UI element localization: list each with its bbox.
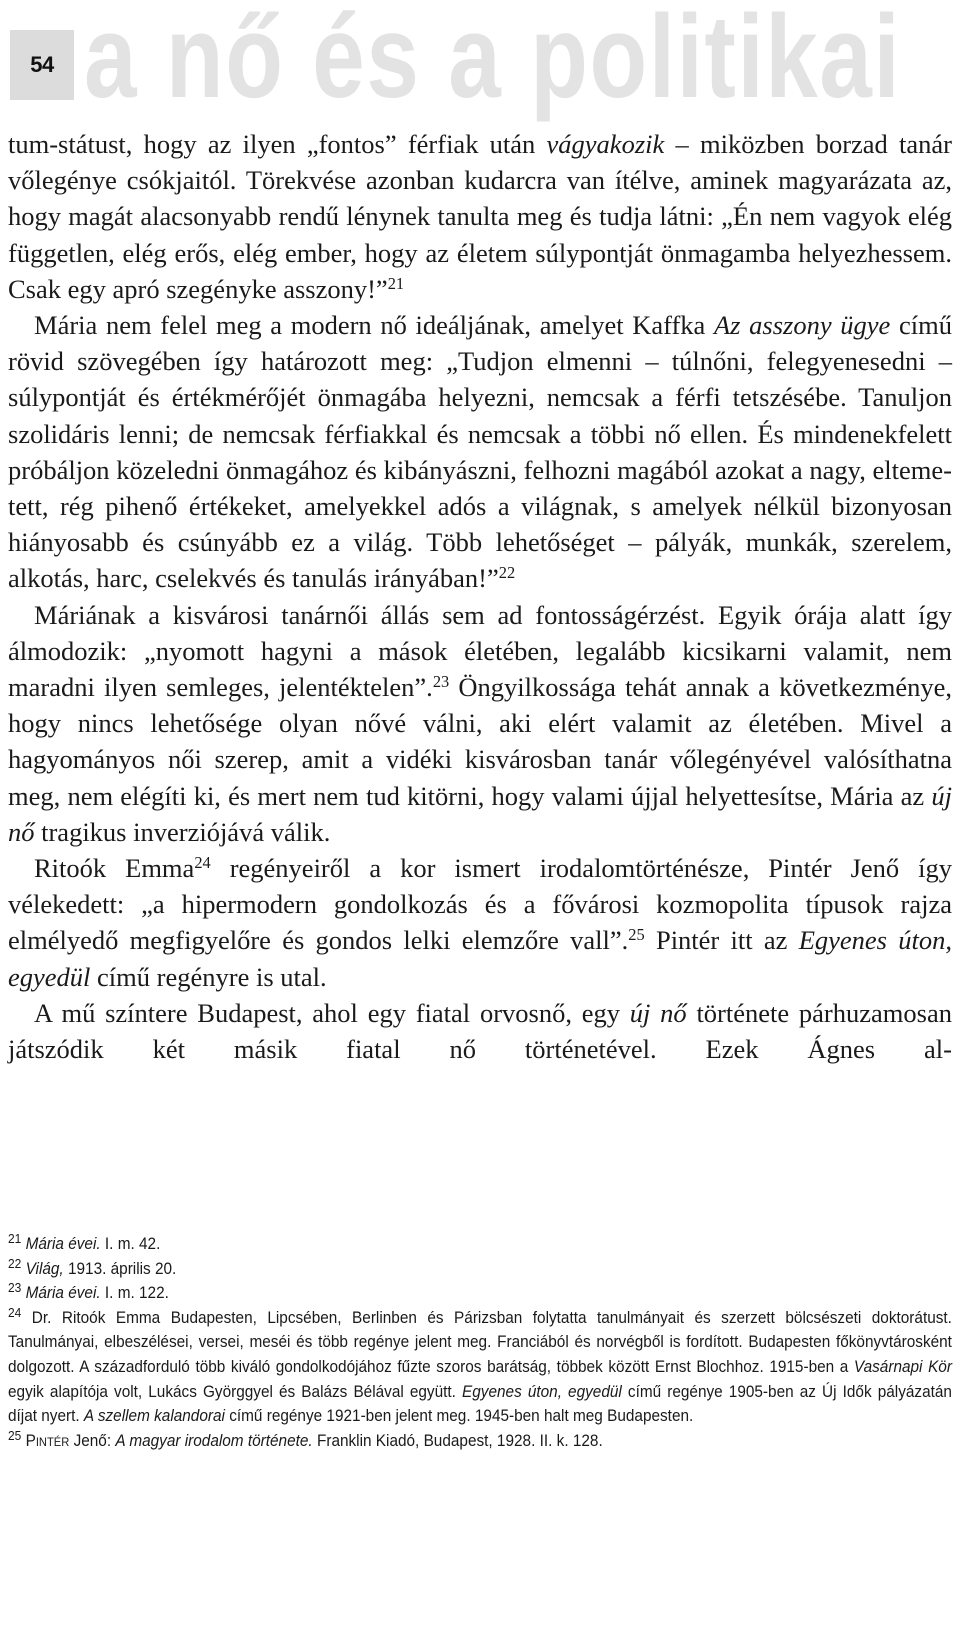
text-run: Franklin Kiadó, Budapest, 1928. II. k. 128. <box>312 1431 603 1450</box>
footnote-ref-21[interactable]: 21 <box>387 273 405 293</box>
text-run: Ritoók Emma <box>34 853 195 884</box>
italic-run: A szellem kalandorai <box>83 1407 225 1426</box>
page-number: 54 <box>10 30 74 100</box>
text-run: egyik alapítója volt, Lukács Györggyel és Balázs Bélával együtt. <box>8 1382 463 1401</box>
running-title: a nő és a politikai <box>84 0 902 123</box>
footnote-ref-25[interactable]: 25 <box>628 925 645 945</box>
footnote-22 <box>8 1257 952 1282</box>
page-header <box>0 0 960 123</box>
text-run: I. m. 122. <box>100 1284 169 1303</box>
text-run: című rövid szövegében így határozott meg: „Tudjon elmenni – túlnőni, felegyenesedni – súlypontját és értékmérőjét önmagába helyezni, nemcsak a férfi tetszésébe. Tanuljon szolidáris lenni; de nemcsak férfiakkal és nemcsak a többi nő ellen. És mindenekfelett próbáljon közeledni önmagához és kibányászni, felhozni magából azokat a nagy, eltemetett, rég pihenő értékeket, amelyekkel adós a világnak, s amelyek nélkül bizonyosan hiányosabb és csúnyább ez a világ. Több lehetőséget – pályák, munkák, szerelem, alkotás, harc, cselekvés és tanulás irányában!” <box>8 310 952 594</box>
text-run: Máriának a kisvárosi tanárnői állás sem ad fontosságérzést. Egyik órája alatt így álmodozik: „nyomott hagyni a mások életében, legalább kicsikarni valamit, nem maradni ilyen semleges, jelentéktelen”. <box>8 599 952 703</box>
body-text <box>8 126 952 1067</box>
footnote-ref-24[interactable]: 24 <box>194 853 211 873</box>
footnote-number: 22 <box>8 1255 22 1271</box>
italic-run: Az asszony ügye <box>714 310 891 341</box>
text-run: I. m. 42. <box>100 1235 161 1253</box>
footnote-23 <box>8 1281 952 1306</box>
paragraph-3 <box>8 597 952 850</box>
italic-run: Világ, <box>25 1259 64 1278</box>
italic-run: új nő <box>8 780 952 847</box>
footnotes <box>8 1232 952 1453</box>
footnote-number: 21 <box>8 1231 22 1247</box>
italic-run: Mária évei. <box>25 1284 101 1303</box>
text-run: Dr. Ritoók Emma Budapesten, Lipcsében, Berlinben és Párizsban folytatta tanulmányait és szerzett bölcsészeti doktorátust. Tanulmányai, elbeszélései, versei, meséi és több regénye jelent meg. Franciából és norvégből is fordított. Budapesten főkönyvtárosként dolgozott. A századforduló több kiváló gondolkodójához fűzte szoros barátság, többek között Ernst Blochhoz. 1915-ben a <box>8 1308 952 1376</box>
text-run: – miközben borzad tanár vőlegénye csókjaitól. Törekvése azonban kudarcra van ítélve, aminek magyarázata az, hogy magát alacsonyabb rendű lénynek tanulta meg és tudja látni: „Én nem vagyok elég független, elég erős, elég ember, hogy az életem súlypontját önmagamba helyezhessem. Csak egy apró szegényke asszony!” <box>8 129 952 304</box>
italic-run: Vasárnapi Kör <box>853 1357 952 1376</box>
text-run: című regénye 1921-ben jelent meg. 1945-ben halt meg Budapesten. <box>224 1407 694 1426</box>
italic-run: vágyakozik <box>546 129 665 159</box>
text-run: című regénye 1905-ben az Új Idők pályázatán díjat nyert. <box>8 1382 952 1426</box>
text-run: A mű színtere Budapest, ahol egy fiatal orvosnő, egy <box>34 997 630 1028</box>
footnote-ref-22[interactable]: 22 <box>498 563 516 583</box>
italic-run: új nő <box>629 997 687 1028</box>
text-run: Jenő: <box>69 1431 116 1450</box>
text-run: története párhuzamosan játszódik két másik fiatal nő történetével. Ezek Ágnes al- <box>8 997 952 1065</box>
paragraph-5 <box>8 995 952 1067</box>
italic-run: Egyenes úton, egyedül <box>8 925 953 992</box>
paragraph-4 <box>8 850 952 995</box>
text-run: Pintér itt az <box>644 925 799 956</box>
paragraph-1 <box>8 126 952 307</box>
footnote-25 <box>8 1429 952 1454</box>
italic-run: Mária évei. <box>25 1235 101 1253</box>
small-caps-run: Pintér <box>25 1431 70 1450</box>
footnote-21 <box>8 1232 952 1257</box>
footnote-ref-23[interactable]: 23 <box>432 672 450 692</box>
italic-run: Egyenes úton, egyedül <box>462 1382 622 1401</box>
text-run: regényeiről a kor ismert irodalomtörténésze, Pintér Jenő így vélekedett: „a hipermodern gondolkozás és a fővárosi kozmopolita típusok rajza elmélyedő megfigyelőre és gondos lelki elemzőre vall”. <box>8 853 952 956</box>
italic-run: A magyar irodalom története. <box>115 1431 313 1450</box>
footnote-number: 24 <box>8 1305 22 1320</box>
text-run: Mária nem felel meg a modern nő ideáljának, amelyet Kaffka <box>34 310 714 341</box>
text-run: 1913. április 20. <box>63 1259 177 1278</box>
text-run: tum-státust, hogy az ilyen „fontos” férfiak után <box>8 129 547 159</box>
text-run: című regényre is utal. <box>90 961 327 992</box>
footnote-number: 23 <box>8 1280 22 1296</box>
footnote-24 <box>8 1306 952 1429</box>
text-run: tragikus inverziójává válik. <box>34 816 331 847</box>
paragraph-2 <box>8 307 952 597</box>
text-run: Öngyilkossága tehát annak a következménye, hogy nincs lehetősége olyan nővé válni, aki elért valamit az életében. Mivel a hagyományos női szerep, amit a vidéki kisvárosban tanár vőlegényével valósíthatna meg, nem elégíti ki, és mert nem tud kitörni, hogy valami újjal helyettesítse, Mária az <box>8 672 952 811</box>
footnote-number: 25 <box>8 1427 22 1443</box>
